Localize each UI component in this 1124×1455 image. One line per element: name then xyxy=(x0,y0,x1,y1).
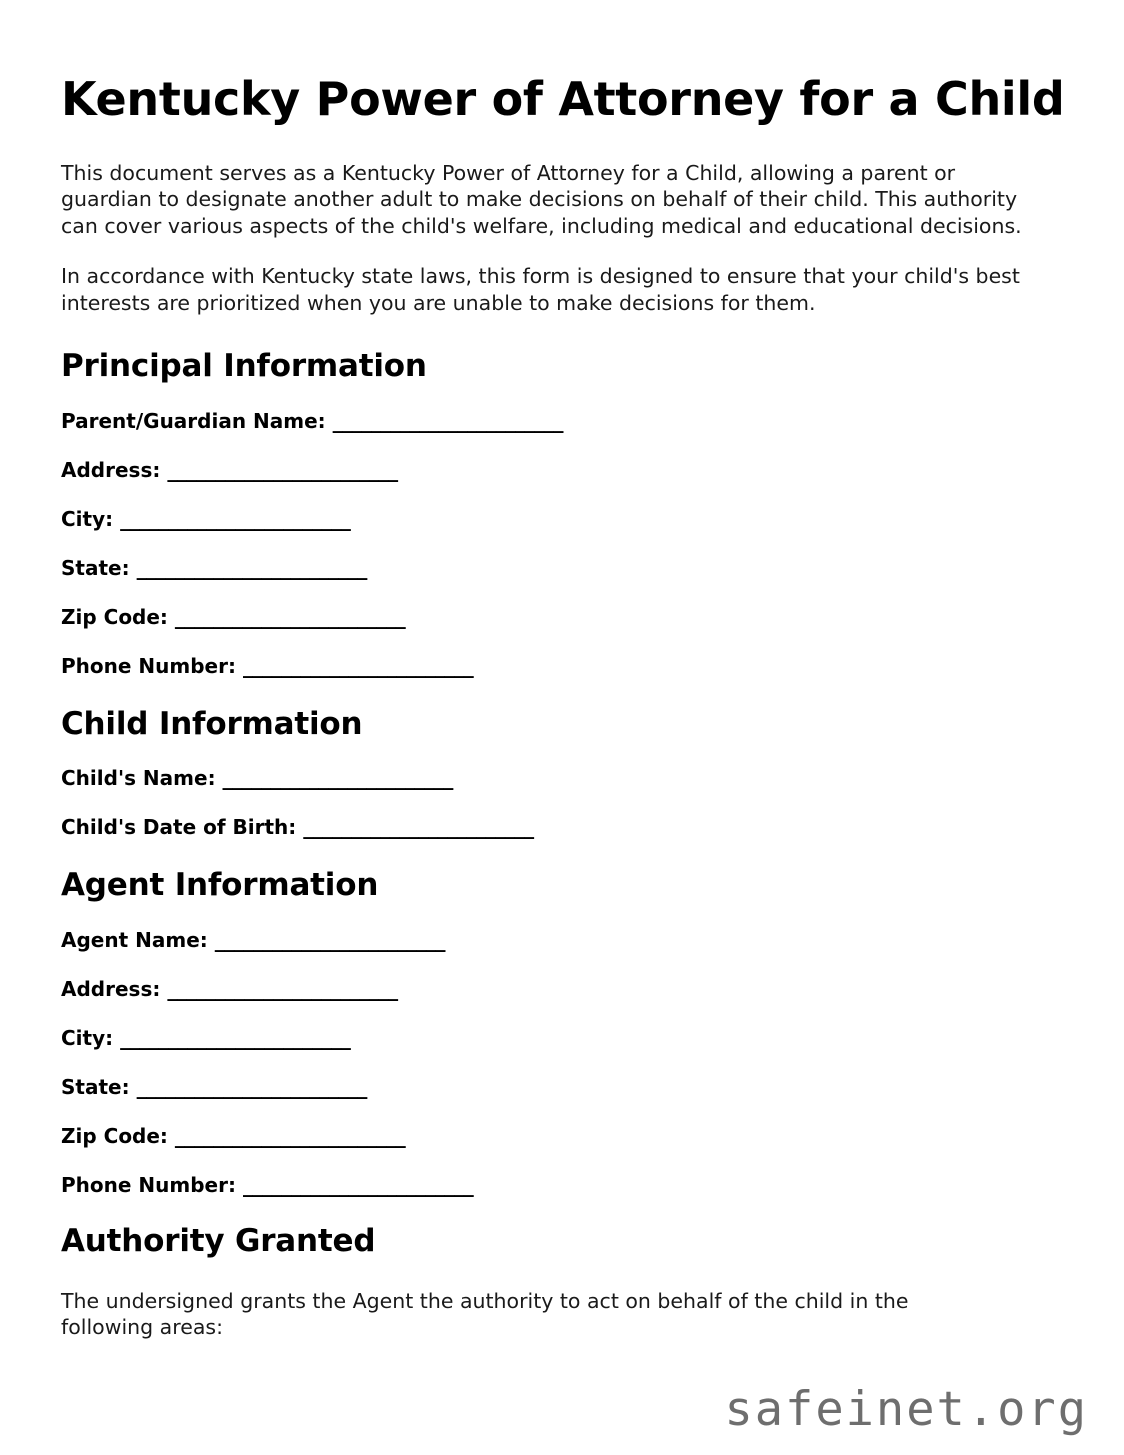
field-principal-state[interactable] xyxy=(61,557,1036,579)
field-blank-line[interactable]: ________________________ xyxy=(167,976,398,1001)
field-label: Zip Code: xyxy=(61,1123,168,1148)
field-blank-line[interactable]: ________________________ xyxy=(120,1025,351,1050)
field-blank-line[interactable]: ________________________ xyxy=(120,506,351,531)
field-principal-address[interactable] xyxy=(61,459,1036,481)
field-blank-line[interactable]: ________________________ xyxy=(332,408,564,433)
field-blank-line[interactable]: ________________________ xyxy=(136,1074,367,1099)
authority-granted-body: The undersigned grants the Agent the authority to act on behalf of the child in the following areas: xyxy=(61,1288,909,1340)
section-heading-authority-granted: Authority Granted xyxy=(61,1222,376,1259)
field-blank-line[interactable]: ________________________ xyxy=(242,1172,474,1197)
field-agent-city[interactable] xyxy=(61,1027,1036,1049)
agent-fields xyxy=(61,929,1036,1196)
principal-fields xyxy=(61,410,1036,677)
field-parent-guardian-name[interactable] xyxy=(61,410,1036,432)
field-label: State: xyxy=(61,1074,130,1099)
field-child-name[interactable] xyxy=(61,767,1036,789)
field-principal-zip-code[interactable] xyxy=(61,606,1036,628)
field-label: Phone Number: xyxy=(61,653,236,678)
child-fields xyxy=(61,767,1036,838)
field-label: State: xyxy=(61,555,130,580)
field-blank-line[interactable]: ________________________ xyxy=(174,1123,406,1148)
field-blank-line[interactable]: ________________________ xyxy=(174,604,406,629)
field-blank-line[interactable]: ________________________ xyxy=(136,555,367,580)
field-label: Parent/Guardian Name: xyxy=(61,408,326,433)
field-child-date-of-birth[interactable] xyxy=(61,816,1036,838)
field-blank-line[interactable]: ________________________ xyxy=(303,815,534,840)
page-title: Kentucky Power of Attorney for a Child xyxy=(61,72,1065,126)
field-label: City: xyxy=(61,1025,114,1050)
field-agent-name[interactable] xyxy=(61,929,1036,951)
section-heading-child-information: Child Information xyxy=(61,705,363,742)
document-content xyxy=(61,0,1065,1361)
field-agent-state[interactable] xyxy=(61,1076,1036,1098)
field-label: City: xyxy=(61,506,114,531)
intro-section xyxy=(61,160,1036,317)
field-label: Child's Name: xyxy=(61,766,216,791)
field-agent-address[interactable] xyxy=(61,978,1036,1000)
field-label: Address: xyxy=(61,976,161,1001)
intro-paragraph-2: In accordance with Kentucky state laws, this form is designed to ensure that your child's best interests are prioritized when you are unable to make decisions for them. xyxy=(61,264,1020,315)
field-agent-zip-code[interactable] xyxy=(61,1125,1036,1147)
field-label: Phone Number: xyxy=(61,1172,236,1197)
field-blank-line[interactable]: ________________________ xyxy=(214,927,446,952)
watermark: safeinet.org xyxy=(724,1382,1088,1437)
field-blank-line[interactable]: ________________________ xyxy=(222,766,453,791)
section-heading-principal-information: Principal Information xyxy=(61,348,427,385)
field-agent-phone-number[interactable] xyxy=(61,1174,1036,1196)
field-blank-line[interactable]: ________________________ xyxy=(242,653,474,678)
field-label: Agent Name: xyxy=(61,927,208,952)
field-principal-city[interactable] xyxy=(61,508,1036,530)
intro-paragraph-1: This document serves as a Kentucky Power of Attorney for a Child, allowing a parent or guardian to designate another adult to make decisions on behalf of their child. This authority can cover various aspects of the child's welfare, including medical and educational decisions. xyxy=(61,160,1022,238)
field-label: Address: xyxy=(61,457,161,482)
section-heading-agent-information: Agent Information xyxy=(61,867,379,904)
field-principal-phone-number[interactable] xyxy=(61,655,1036,677)
field-label: Child's Date of Birth: xyxy=(61,815,297,840)
field-blank-line[interactable]: ________________________ xyxy=(167,457,398,482)
field-label: Zip Code: xyxy=(61,604,168,629)
